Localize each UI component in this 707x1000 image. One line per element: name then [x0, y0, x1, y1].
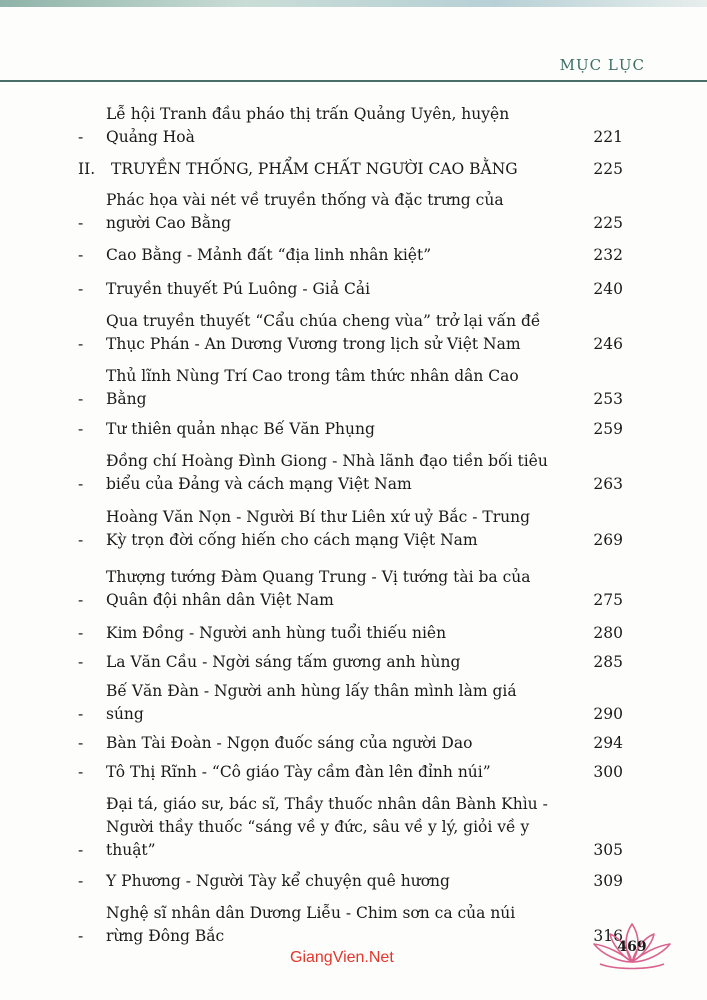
- toc-entry: [78, 310, 623, 356]
- toc-entry: [78, 870, 623, 893]
- toc-entry: [78, 651, 623, 674]
- toc-entry-title: Y Phương - Người Tày kể chuyện quê hương: [106, 872, 450, 890]
- toc-entry: [78, 450, 623, 496]
- toc-dash: -: [78, 475, 84, 493]
- toc-entry-title: Qua truyền thuyết “Cẩu chúa cheng vùa” trở lại vấn đề Thục Phán - An Dương Vương trong lịch sử Việt Nam: [106, 312, 541, 353]
- watermark: GiangVien.Net: [290, 949, 394, 966]
- toc-page-number: 221: [593, 128, 623, 146]
- toc-page-number: 290: [593, 705, 623, 723]
- toc-entry-title: Cao Bằng - Mảnh đất “địa linh nhân kiệt”: [106, 246, 432, 264]
- toc-entry-title: Bàn Tài Đoàn - Ngọn đuốc sáng của người Dao: [106, 734, 473, 752]
- toc-entry: [78, 902, 623, 948]
- table-of-contents: [78, 103, 623, 948]
- toc-entry-title: Phác họa vài nét về truyền thống và đặc trưng của người Cao Bằng: [106, 191, 504, 232]
- toc-entry: [78, 189, 623, 235]
- toc-dash: -: [78, 624, 84, 642]
- toc-page-number: 225: [593, 214, 623, 232]
- toc-entry-title: Hoàng Văn Nọn - Người Bí thư Liên xứ uỷ Bắc - Trung Kỳ trọn đời cống hiến cho cách mạng Việt Nam: [106, 508, 531, 549]
- toc-dash: -: [78, 841, 84, 859]
- toc-entry: [78, 506, 623, 552]
- toc-page-number: 316: [593, 927, 623, 945]
- toc-entry-title: La Văn Cầu - Ngời sáng tấm gương anh hùng: [106, 653, 461, 671]
- toc-section-heading: [78, 158, 623, 181]
- toc-page-number: 246: [593, 335, 623, 353]
- toc-entry-title: Truyền thuyết Pú Luông - Giả Cải: [106, 280, 371, 298]
- toc-entry: [78, 365, 623, 411]
- toc-entry-title: Tư thiên quản nhạc Bế Văn Phụng: [106, 420, 375, 438]
- toc-entry: [78, 278, 623, 301]
- toc-entry: [78, 732, 623, 755]
- toc-entry: [78, 680, 623, 726]
- toc-page-number: 259: [593, 420, 623, 438]
- toc-page-number: 275: [593, 591, 623, 609]
- toc-entry-title: Tô Thị Rĩnh - “Cô giáo Tày cầm đàn lên đỉnh núi”: [106, 763, 491, 781]
- toc-dash: -: [78, 734, 84, 752]
- toc-dash: -: [78, 420, 84, 438]
- toc-dash: -: [78, 927, 84, 945]
- toc-page-number: 232: [593, 246, 623, 264]
- toc-page-number: 240: [593, 280, 623, 298]
- toc-page-number: 269: [593, 531, 623, 549]
- toc-entry: [78, 566, 623, 612]
- toc-dash: -: [78, 128, 84, 146]
- toc-entry-title: Thủ lĩnh Nùng Trí Cao trong tâm thức nhân dân Cao Bằng: [106, 367, 519, 408]
- toc-entry: [78, 761, 623, 784]
- page-number: 469: [617, 939, 647, 955]
- toc-section-title: TRUYỀN THỐNG, PHẨM CHẤT NGƯỜI CAO BẰNG: [111, 160, 518, 178]
- toc-entry: [78, 418, 623, 441]
- toc-page-number: 309: [593, 872, 623, 890]
- toc-dash: -: [78, 390, 84, 408]
- toc-entry: [78, 103, 623, 149]
- running-header-title: MỤC LỤC: [559, 56, 645, 74]
- toc-entry-title: Bế Văn Đàn - Người anh hùng lấy thân mình làm giá súng: [106, 682, 517, 723]
- toc-entry-title: Lễ hội Tranh đầu pháo thị trấn Quảng Uyên, huyện Quảng Hoà: [106, 105, 510, 146]
- toc-dash: -: [78, 246, 84, 264]
- toc-entry-title: Nghệ sĩ nhân dân Dương Liễu - Chim sơn ca của núi rừng Đông Bắc: [106, 904, 516, 945]
- toc-entry: [78, 793, 623, 862]
- header-rule: [0, 80, 707, 82]
- toc-page-number: 280: [593, 624, 623, 642]
- toc-dash: -: [78, 705, 84, 723]
- toc-entry: [78, 244, 623, 267]
- toc-dash: -: [78, 531, 84, 549]
- toc-entry-title: Kim Đồng - Người anh hùng tuổi thiếu niên: [106, 624, 447, 642]
- toc-dash: -: [78, 214, 84, 232]
- toc-page-number: 285: [593, 653, 623, 671]
- toc-page-number: 300: [593, 763, 623, 781]
- toc-page-number: 294: [593, 734, 623, 752]
- toc-section-number: II.: [78, 160, 96, 178]
- toc-page-number: 253: [593, 390, 623, 408]
- toc-entry: [78, 622, 623, 645]
- toc-entry-title: Thượng tướng Đàm Quang Trung - Vị tướng tài ba của Quân đội nhân dân Việt Nam: [106, 568, 531, 609]
- top-color-strip: [0, 0, 707, 7]
- toc-page-number: 305: [593, 841, 623, 859]
- toc-entry-title: Đồng chí Hoàng Đình Giong - Nhà lãnh đạo tiền bối tiêu biểu của Đảng và cách mạng Việt Nam: [106, 452, 548, 493]
- toc-dash: -: [78, 335, 84, 353]
- toc-page-number: 225: [593, 160, 623, 178]
- toc-dash: -: [78, 280, 84, 298]
- toc-entry-title: Đại tá, giáo sư, bác sĩ, Thầy thuốc nhân dân Bành Khìu - Người thầy thuốc “sáng về y đức, sâu về y lý, giỏi về y thuật”: [106, 795, 548, 859]
- toc-dash: -: [78, 763, 84, 781]
- toc-dash: -: [78, 653, 84, 671]
- toc-dash: -: [78, 591, 84, 609]
- toc-dash: -: [78, 872, 84, 890]
- toc-page-number: 263: [593, 475, 623, 493]
